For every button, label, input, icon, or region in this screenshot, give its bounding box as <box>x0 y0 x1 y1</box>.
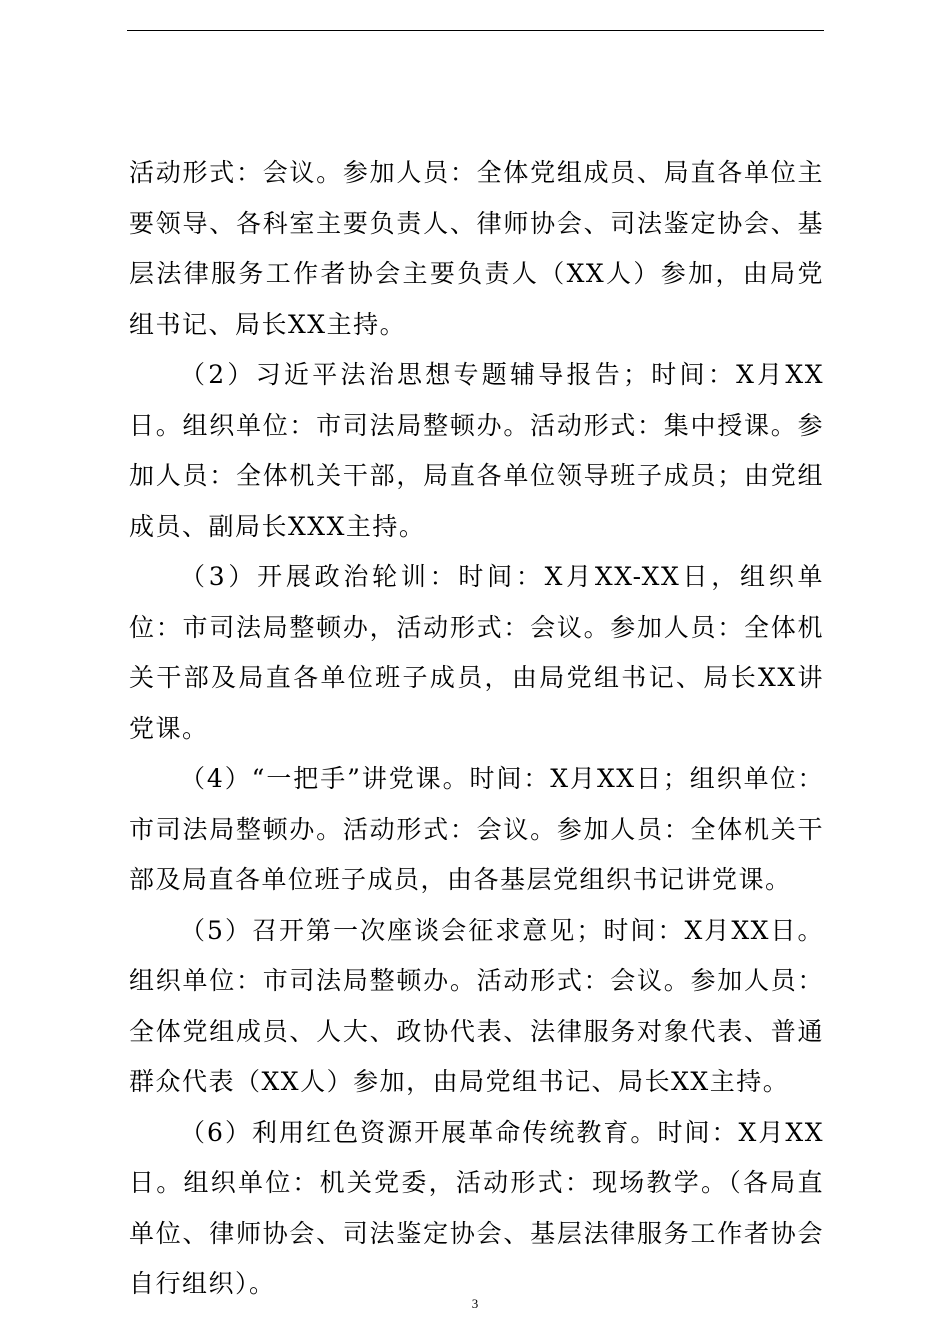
paragraph-item-4: （4）“一把手”讲党课。时间：X月XX日；组织单位：市司法局整顿办。活动形式：会议。参加人员：全体机关干部及局直各单位班子成员，由各基层党组织书记讲党课。 <box>129 764 824 894</box>
paragraph-item-6: （6）利用红色资源开展革命传统教育。时间：X月XX日。组织单位：机关党委，活动形式：现场教学。（各局直单位、律师协会、司法鉴定协会、基层法律服务工作者协会自行组织）。 <box>129 1117 824 1298</box>
paragraph-item-2: （2）习近平法治思想专题辅导报告；时间：X月XX日。组织单位：市司法局整顿办。活动形式：集中授课。参加人员：全体机关干部，局直各单位领导班子成员；由党组成员、副局长XXX主持。 <box>129 360 824 541</box>
document-body <box>129 148 824 1310</box>
paragraph-item-3: （3）开展政治轮训：时间：X月XX-XX日，组织单位：市司法局整顿办，活动形式：会议。参加人员：全体机关干部及局直各单位班子成员，由局党组书记、局长XX讲党课。 <box>129 562 824 743</box>
paragraph-item-5: （5）召开第一次座谈会征求意见；时间：X月XX日。组织单位：市司法局整顿办。活动形式：会议。参加人员：全体党组成员、人大、政协代表、法律服务对象代表、普通群众代表（XX人）参加，由局党组书记、局长XX主持。 <box>129 915 824 1096</box>
header-rule <box>127 30 824 31</box>
paragraph-activity-form: 活动形式：会议。参加人员：全体党组成员、局直各单位主要领导、各科室主要负责人、律师协会、司法鉴定协会、基层法律服务工作者协会主要负责人（XX人）参加，由局党组书记、局长XX主持。 <box>129 158 824 339</box>
page-number: 3 <box>471 1296 479 1311</box>
